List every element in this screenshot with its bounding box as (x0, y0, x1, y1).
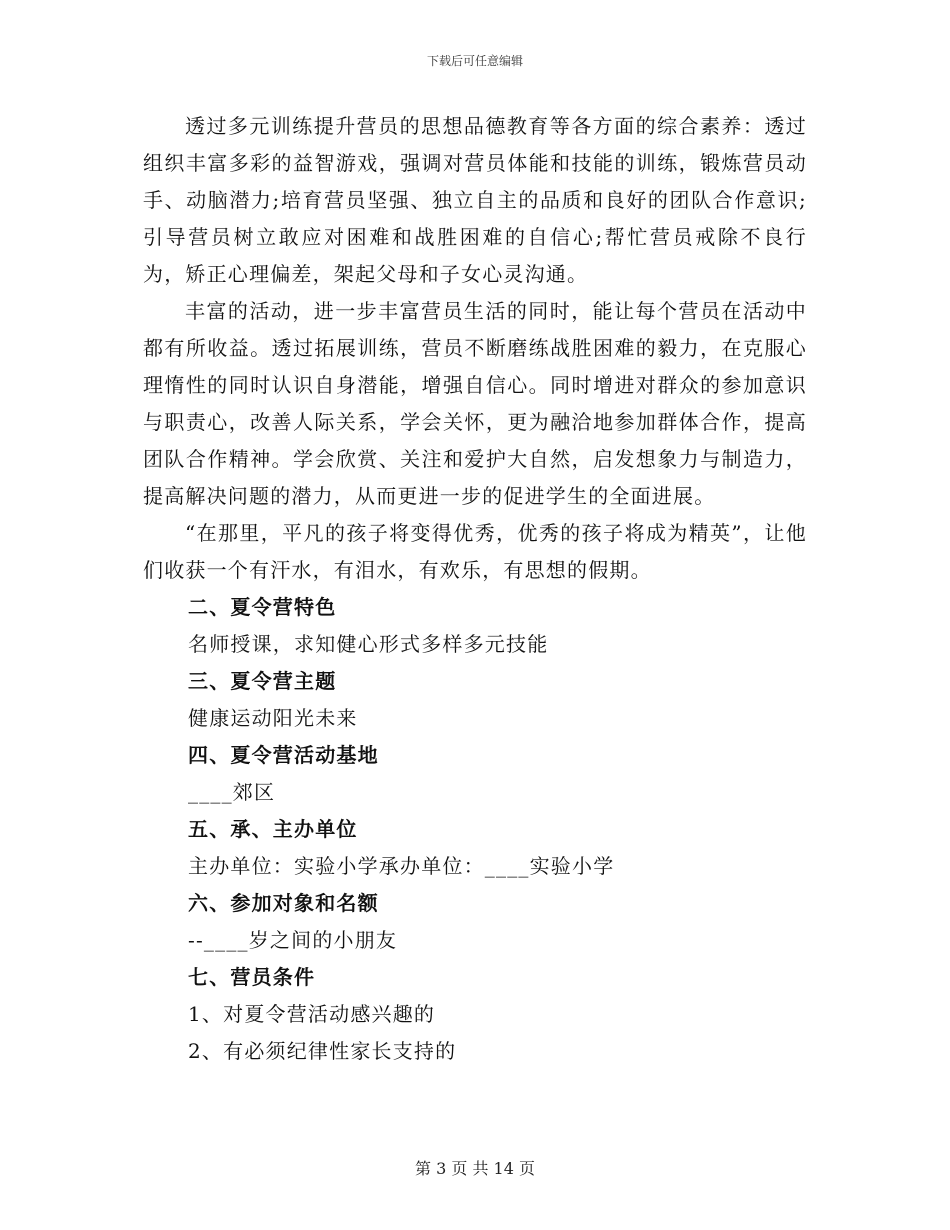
section-heading-organizers: 五、承、主办单位 (188, 817, 358, 841)
paragraph-goals: 透过多元训练提升营员的思想品德教育等各方面的综合素养：透过组织丰富多彩的益智游戏，强调对营员体能和技能的训练，锻炼营员动手、动脑潜力;培育营员坚强、独立自主的品质和良好的团队合作意识;引导营员树立敢应对困难和战胜困难的自信心;帮忙营员戒除不良行为，矫正心理偏差，架起父母和子女心灵沟通。 (143, 114, 807, 286)
header-note: 下载后可任意编辑 (426, 54, 523, 68)
section-heading-base: 四、夏令营活动基地 (188, 743, 379, 767)
section-heading-features: 二、夏令营特色 (188, 595, 337, 619)
section-body-base: ____郊区 (188, 780, 276, 804)
section-heading-participants: 六、参加对象和名额 (188, 891, 379, 915)
section-body-theme: 健康运动阳光未来 (188, 706, 358, 730)
list-item-condition-2: 2、有必须纪律性家长支持的 (188, 1039, 457, 1063)
page-number: 第 3 页 共 14 页 (415, 1159, 535, 1178)
section-body-participants: --____岁之间的小朋友 (188, 928, 398, 952)
section-body-organizers: 主办单位：实验小学承办单位：____实验小学 (188, 854, 615, 878)
paragraph-activities: 丰富的活动，进一步丰富营员生活的同时，能让每个营员在活动中都有所收益。透过拓展训练，营员不断磨练战胜困难的毅力，在克服心理惰性的同时认识自身潜能，增强自信心。同时增进对群众的参加意识与职责心，改善人际关系，学会关怀，更为融洽地参加群体合作，提高团队合作精神。学会欣赏、关注和爱护大自然，启发想象力与制造力，提高解决问题的潜力，从而更进一步的促进学生的全面进展。 (143, 299, 807, 508)
list-item-condition-1: 1、对夏令营活动感兴趣的 (188, 1002, 436, 1026)
section-heading-conditions: 七、营员条件 (188, 965, 316, 989)
section-heading-theme: 三、夏令营主题 (188, 669, 337, 693)
paragraph-quote: “在那里，平凡的孩子将变得优秀，优秀的孩子将成为精英”，让他们收获一个有汗水，有泪水，有欢乐，有思想的假期。 (143, 521, 807, 582)
section-body-features: 名师授课，求知健心形式多样多元技能 (188, 632, 549, 656)
document-body (143, 108, 807, 1070)
